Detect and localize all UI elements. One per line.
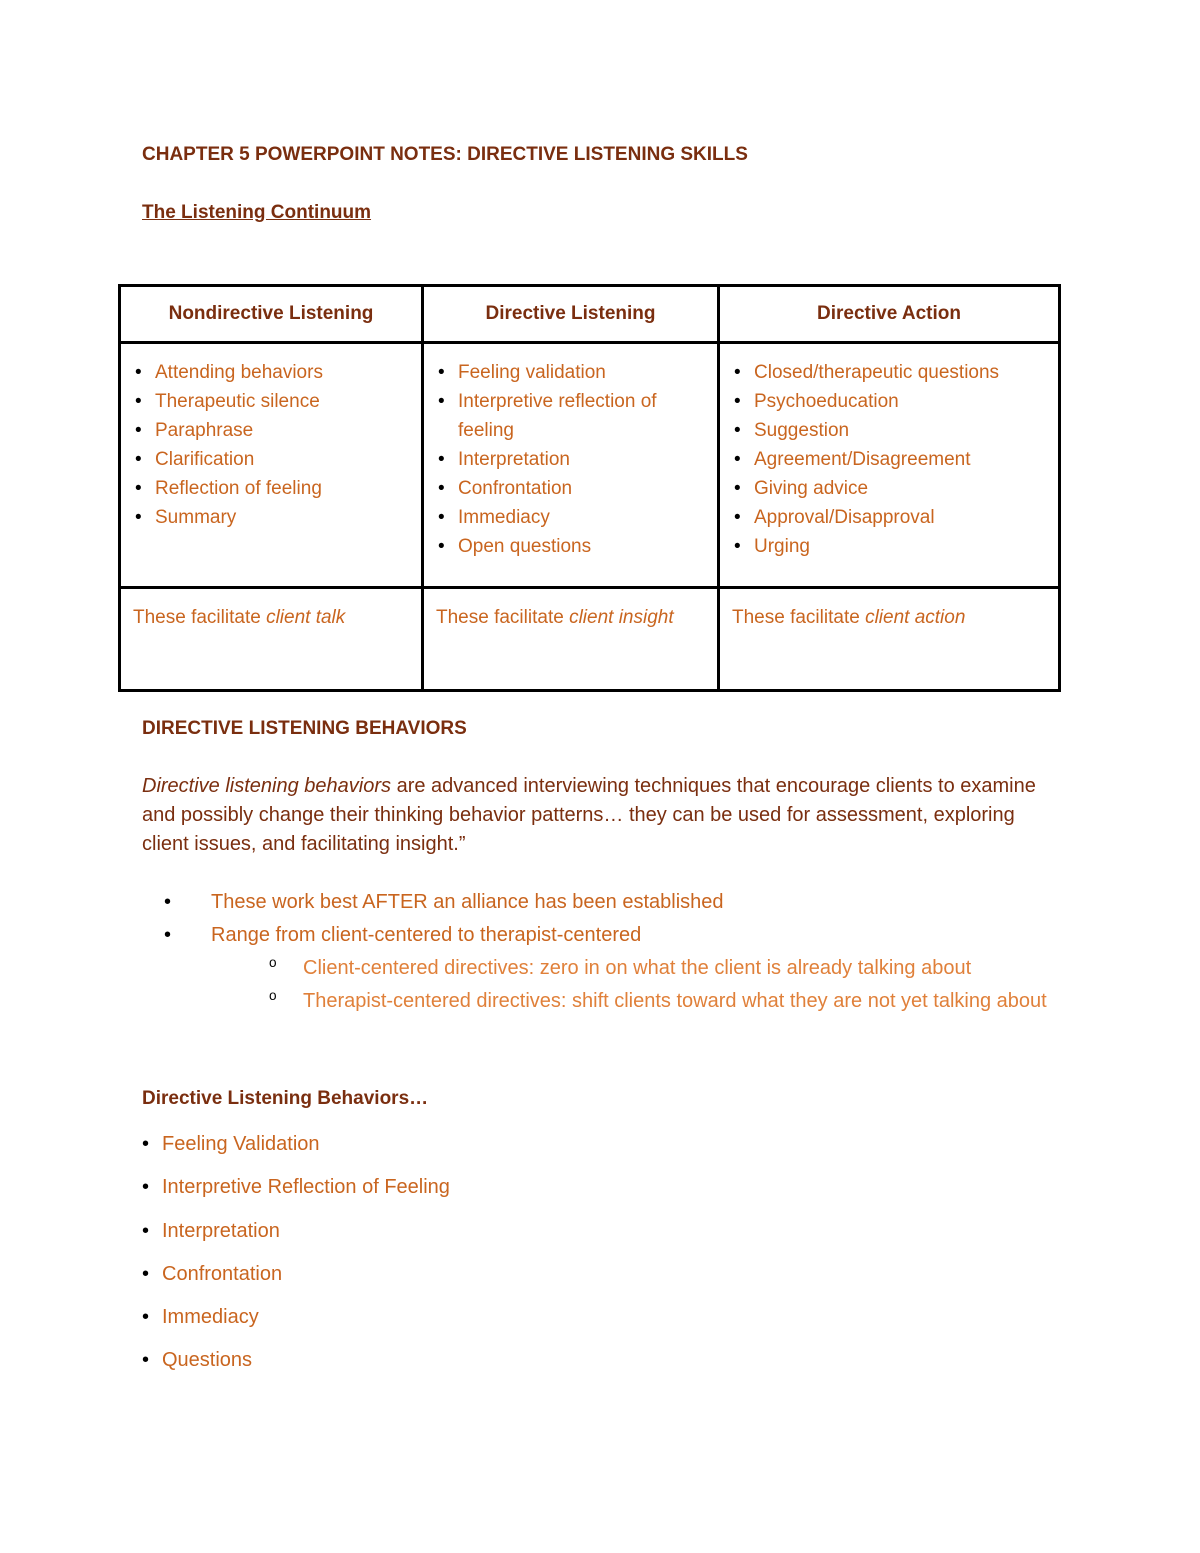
paragraph-text: are advanced interviewing techniques that encourage clients to examine and possibly change their thinking behavior patterns… they can be used for assessment, exploring client issues, and facilitating insight.”: [142, 775, 1036, 855]
behaviors-list-heading: Directive Listening Behaviors…: [142, 1088, 429, 1109]
list-item: • Agreement/Disagreement: [732, 445, 1050, 474]
document-title: CHAPTER 5 POWERPOINT NOTES: DIRECTIVE LISTENING SKILLS: [142, 144, 748, 165]
header-directive-action: Directive Action: [719, 286, 1060, 343]
footer-text: These facilitate: [133, 607, 267, 628]
header-directive-listening: Directive Listening: [423, 286, 719, 343]
behaviors-list: [142, 1128, 450, 1388]
sub-list-item: ᵒ Client-centered directives: zero in on what the client is already talking about: [211, 952, 1063, 985]
footer-text: These facilitate: [436, 607, 570, 628]
table-body-row: [120, 343, 1060, 588]
list-item: • Feeling Validation: [142, 1128, 450, 1171]
list-item: • Interpretive Reflection of Feeling: [142, 1171, 450, 1214]
nondirective-listening-list: [133, 358, 413, 532]
table-header-row: [120, 286, 1060, 343]
sub-list-item: ᵒ Therapist-centered directives: shift clients toward what they are not yet talking about: [211, 985, 1063, 1018]
directive-action-cell: [719, 343, 1060, 588]
list-item: • Closed/therapeutic questions: [732, 358, 1050, 387]
list-item-text: Range from client-centered to therapist-centered: [211, 924, 642, 946]
continuum-subtitle: The Listening Continuum: [142, 202, 372, 223]
list-item: • Attending behaviors: [133, 358, 413, 387]
footer-emphasis: client insight: [569, 607, 674, 628]
list-item: • Giving advice: [732, 474, 1050, 503]
list-item: • Reflection of feeling: [133, 474, 413, 503]
list-item: • Paraphrase: [133, 416, 413, 445]
directive-listening-cell: [423, 343, 719, 588]
list-item: • Interpretation: [436, 445, 709, 474]
list-item: [160, 919, 1060, 1018]
directive-action-footer: [719, 588, 1060, 691]
directive-action-list: [732, 358, 1050, 561]
list-item: • Immediacy: [436, 503, 709, 532]
header-nondirective-listening: Nondirective Listening: [120, 286, 423, 343]
list-item: • Suggestion: [732, 416, 1050, 445]
list-item: • Approval/Disapproval: [732, 503, 1050, 532]
list-item: • Interpretive reflection of feeling: [436, 387, 709, 445]
definition-paragraph: [142, 772, 1042, 859]
directive-listening-list: [436, 358, 709, 561]
list-item: • Summary: [133, 503, 413, 532]
list-item: • Clarification: [133, 445, 413, 474]
list-item: • Psychoeducation: [732, 387, 1050, 416]
list-item: • Confrontation: [436, 474, 709, 503]
sub-bullet-list: [211, 952, 1060, 1018]
footer-emphasis: client action: [865, 607, 966, 628]
list-item: • These work best AFTER an alliance has been established: [160, 886, 1060, 919]
section-heading: DIRECTIVE LISTENING BEHAVIORS: [142, 718, 467, 739]
list-item: • Therapeutic silence: [133, 387, 413, 416]
list-item: • Open questions: [436, 532, 709, 561]
directive-listening-footer: [423, 588, 719, 691]
listening-continuum-table: [118, 284, 1061, 692]
list-item: • Immediacy: [142, 1301, 450, 1344]
nondirective-listening-cell: [120, 343, 423, 588]
list-item: • Interpretation: [142, 1215, 450, 1258]
nondirective-footer: [120, 588, 423, 691]
list-item: • Urging: [732, 532, 1050, 561]
notes-bullet-list: [160, 886, 1060, 1018]
list-item: • Questions: [142, 1344, 450, 1387]
list-item: • Feeling validation: [436, 358, 709, 387]
paragraph-italic-term: Directive listening behaviors: [142, 775, 392, 797]
footer-text: These facilitate: [732, 607, 866, 628]
table-footer-row: [120, 588, 1060, 691]
list-item: • Confrontation: [142, 1258, 450, 1301]
footer-emphasis: client talk: [266, 607, 346, 628]
